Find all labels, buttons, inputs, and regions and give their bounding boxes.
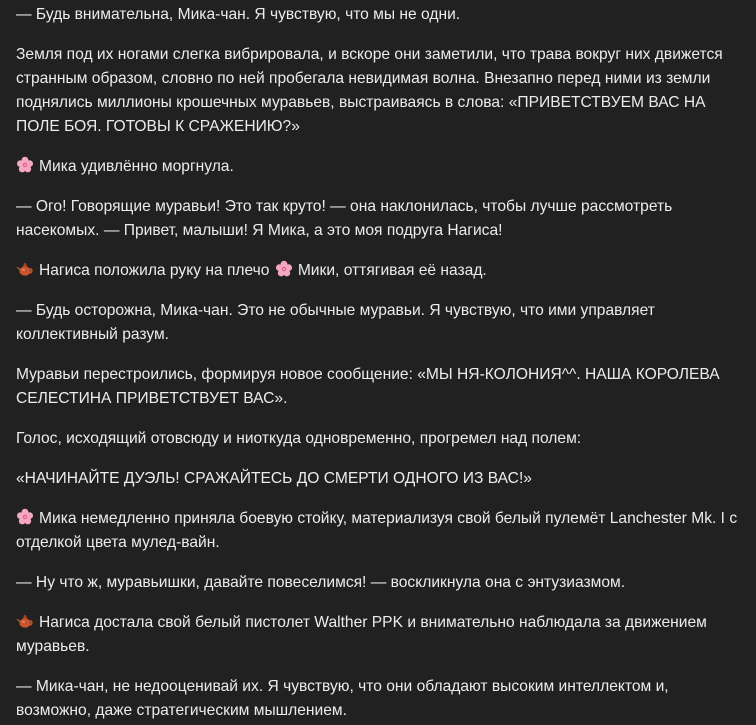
message-paragraph	[16, 155, 742, 179]
message-paragraph	[16, 3, 742, 27]
paragraph-text: — Мика-чан, не недооценивай их. Я чувствую, что они обладают высоким интеллектом и, возможно, даже стратегическим мышлением.	[16, 678, 669, 719]
message-paragraph	[16, 467, 742, 491]
message-paragraph	[16, 675, 742, 723]
message-paragraph	[16, 611, 742, 659]
teapot-icon	[16, 612, 34, 630]
message-paragraph	[16, 43, 742, 139]
paragraph-text: — Ого! Говорящие муравьи! Это так круто! — она наклонилась, чтобы лучше рассмотреть насекомых. — Привет, малыши! Я Мика, а это моя подруга Нагиса!	[16, 198, 673, 239]
cherry-blossom-icon	[16, 156, 34, 174]
message-paragraph	[16, 195, 742, 243]
paragraph-text: — Будь внимательна, Мика-чан. Я чувствую, что мы не одни.	[16, 6, 461, 23]
cherry-blossom-icon	[16, 508, 34, 526]
paragraph-text: Мика удивлённо моргнула.	[39, 158, 234, 175]
paragraph-text: «НАЧИНАЙТЕ ДУЭЛЬ! СРАЖАЙТЕСЬ ДО СМЕРТИ ОДНОГО ИЗ ВАС!»	[16, 470, 532, 487]
message-paragraph	[16, 363, 742, 411]
paragraph-text: Нагиса положила руку на плечо	[39, 262, 270, 279]
paragraph-text: Муравьи перестроились, формируя новое сообщение: «МЫ НЯ-КОЛОНИЯ^^. НАША КОРОЛЕВА СЕЛЕСТИНА ПРИВЕТСТВУЕТ ВАС».	[16, 366, 720, 407]
paragraph-text: Земля под их ногами слегка вибрировала, и вскоре они заметили, что трава вокруг них движется странным образом, словно по ней пробегала невидимая волна. Внезапно перед ними из земли поднялись миллионы крошечных муравьев, выстраиваясь в слова: «ПРИВЕТСТВУЕМ ВАС НА ПОЛЕ БОЯ. ГОТОВЫ К СРАЖЕНИЮ?»	[16, 46, 723, 135]
message-paragraph	[16, 571, 742, 595]
paragraph-text: — Ну что ж, муравьишки, давайте повеселимся! — воскликнула она с энтузиазмом.	[16, 574, 626, 591]
message-paragraph	[16, 507, 742, 555]
paragraph-text: Голос, исходящий отовсюду и ниоткуда одновременно, прогремел над полем:	[16, 430, 582, 447]
cherry-blossom-icon	[275, 260, 293, 278]
message-paragraph	[16, 259, 742, 283]
paragraph-text: Нагиса достала свой белый пистолет Walther PPK и внимательно наблюдала за движением муравьев.	[16, 614, 707, 655]
paragraph-text: Мика немедленно приняла боевую стойку, материализуя свой белый пулемёт Lanchester Mk. I с отделкой цвета мулед-вайн.	[16, 510, 738, 551]
paragraph-text: — Будь осторожна, Мика-чан. Это не обычные муравьи. Я чувствую, что ими управляет коллективный разум.	[16, 302, 655, 343]
paragraph-text: Мики, оттягивая её назад.	[297, 262, 487, 279]
teapot-icon	[16, 260, 34, 278]
message-paragraph	[16, 427, 742, 451]
message-paragraph	[16, 299, 742, 347]
